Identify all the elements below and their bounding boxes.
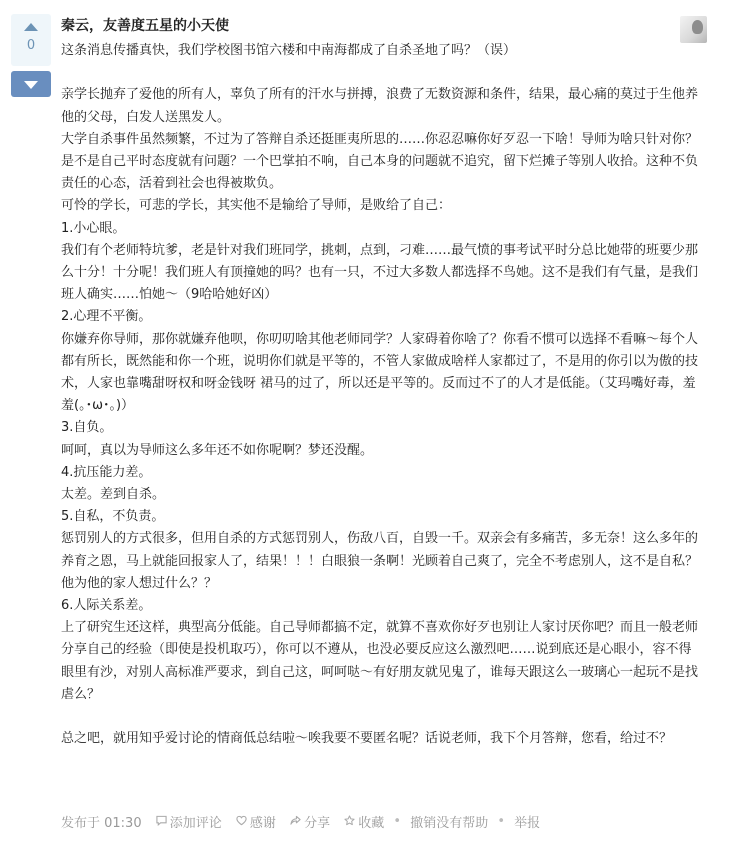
answer-paragraph: 呵呵，真以为导师这么多年还不如你呢啊？梦还没醒。 bbox=[61, 442, 374, 458]
answer-paragraph: 上了研究生还这样，典型高分低能。自己导师都搞不定，就算不喜欢你好歹也别让人家讨厌你吧？而且一般老师分享自己的经验（即使是投机取巧），你可以不遵从，也没必要反应这么激烈吧……说到底还是心眼小，容不得眼里有沙，对别人高标准严要求，到自己这，呵呵哒～有好朋友就见鬼了，谁每天跟这么一玻璃心一起玩不是找虐么？ bbox=[61, 620, 699, 702]
answer-paragraph: 可怜的学长，可悲的学长，其实他不是输给了导师，是败给了自己： bbox=[61, 198, 452, 214]
share-button[interactable] bbox=[290, 812, 330, 831]
answer-paragraph: 这条消息传播真快，我们学校图书馆六楼和中南海都成了自杀圣地了吗？（误） bbox=[61, 43, 517, 58]
comment-icon bbox=[156, 815, 167, 826]
thanks-label: 感谢 bbox=[249, 816, 276, 831]
collect-button[interactable] bbox=[344, 812, 384, 831]
answer-paragraph: 1.小心眼。 bbox=[61, 220, 126, 236]
answer-paragraph: 你嫌弃你导师，那你就嫌弃他呗，你叨叨啥其他老师同学？人家碍着你啥了？你看不惯可以选择不看嘛～每个人都有所长，既然能和你一个班，说明你们就是平等的，不管人家做成啥样人家都过了，不是用的你引以为傲的技术，人家也靠嘴甜呀权和呀金钱呀 裙马的过了，所以还是平等的。反而过不了的人才是低能。（艾玛嘴好毒，羞羞(｡･ω･｡)） bbox=[61, 331, 699, 414]
answer-paragraph: 我们有个老师特坑爹，老是针对我们班同学，挑刺，点到，刁难……最气愤的事考试平时分总比她带的班要少那么十分！十分呢！我们班人有顶撞她的吗？也有一只，不过大多数人都选择不鸟她。这不是我们有气量，是我们班人确实……怕她～（9哈哈她好凶） bbox=[61, 242, 699, 303]
unhelpful-button[interactable]: 撤销没有帮助 bbox=[410, 816, 489, 831]
footer-separator: • bbox=[393, 814, 402, 829]
collect-label: 收藏 bbox=[358, 816, 385, 831]
answer-paragraph: 6.人际关系差。 bbox=[61, 598, 152, 614]
publish-time[interactable]: 发布于 01:30 bbox=[61, 816, 142, 831]
add-comment-label: 添加评论 bbox=[169, 816, 222, 831]
answer-paragraph: 惩罚别人的方式很多，但用自杀的方式惩罚别人，伤敌八百，自毁一千。双亲会有多痛苦，多无奈！这么多年的养育之恩，马上就能回报家人了，结果！！！白眼狼一条啊！光顾着自己爽了，完全不考虑别人，这不是自私？他为他的家人想过什么？？ bbox=[61, 531, 699, 591]
answer-footer bbox=[61, 812, 711, 831]
vote-widget bbox=[11, 14, 51, 97]
paragraph-spacer bbox=[61, 62, 703, 84]
author-name[interactable]: 秦云，友善度五星的小天使 bbox=[61, 18, 229, 34]
answer-paragraph: 大学自杀事件虽然频繁，不过为了答辩自杀还挺匪夷所思的……你忍忍嘛你好歹忍一下啥！导师为啥只针对你？是不是自己平时态度就有问题？一个巴掌拍不响，自己本身的问题就不追究，留下烂摊子等别人收拾。这种不负责任的心态，活着到社会也得被欺负。 bbox=[61, 131, 699, 192]
answer-body bbox=[61, 40, 703, 750]
share-label: 分享 bbox=[304, 816, 331, 831]
footer-separator: • bbox=[497, 814, 506, 829]
thanks-button[interactable] bbox=[236, 812, 276, 831]
answer-paragraph: 4.抗压能力差。 bbox=[61, 464, 152, 480]
answer-paragraph: 5.自私，不负责。 bbox=[61, 509, 165, 525]
triangle-down-icon bbox=[24, 81, 38, 89]
vote-count: 0 bbox=[26, 38, 36, 53]
share-arrow-icon bbox=[290, 815, 301, 826]
upvote-button[interactable] bbox=[11, 14, 51, 66]
avatar[interactable] bbox=[680, 16, 707, 43]
paragraph-spacer bbox=[61, 706, 703, 728]
answer-paragraph: 太差。差到自杀。 bbox=[61, 487, 166, 503]
answer-paragraph: 总之吧，就用知乎爱讨论的情商低总结啦～唉我要不要匿名呢？话说老师，我下个月答辩，您看，给过不？ bbox=[61, 731, 673, 747]
downvote-button[interactable] bbox=[11, 71, 51, 97]
avatar-figure-icon bbox=[692, 20, 703, 34]
heart-icon bbox=[236, 815, 247, 826]
star-icon bbox=[344, 815, 355, 826]
triangle-up-icon bbox=[24, 23, 38, 31]
answer-paragraph: 3.自负。 bbox=[61, 420, 113, 436]
report-button[interactable]: 举报 bbox=[514, 816, 541, 831]
add-comment-button[interactable] bbox=[156, 812, 222, 831]
answer-paragraph: 2.心理不平衡。 bbox=[61, 309, 152, 325]
answer-paragraph: 亲学长抛弃了爱他的所有人，辜负了所有的汗水与拼搏，浪费了无数资源和条件，结果，最心痛的莫过于生他养他的父母，白发人送黑发人。 bbox=[61, 87, 699, 125]
